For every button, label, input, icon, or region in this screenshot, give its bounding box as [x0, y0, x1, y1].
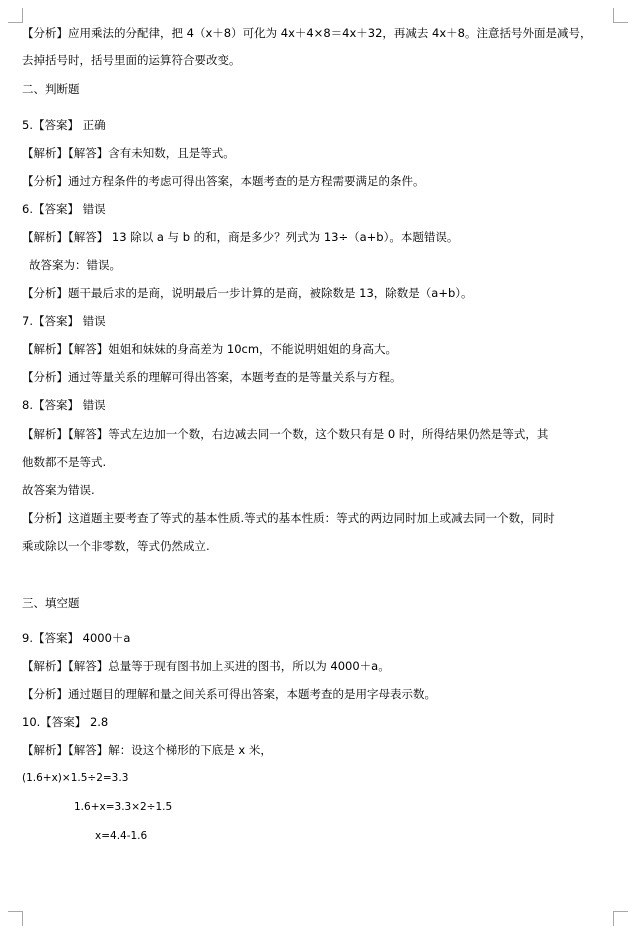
crop-mark-top-right [613, 8, 628, 23]
answer-7: 7.【答案】 错误 [22, 314, 106, 328]
equation-step-1: (1.6+x)×1.5÷2=3.3 [22, 772, 129, 784]
explanation-6: 【解析】【解答】 13 除以 a 与 b 的和，商是多少？列式为 13÷（a+b）。本题错误。 [22, 230, 459, 244]
conclusion-6: 故答案为：错误。 [29, 258, 121, 272]
explanation-5: 【解析】【解答】含有未知数，且是等式。 [22, 146, 235, 160]
conclusion-8: 故答案为错误. [22, 483, 95, 497]
section-heading-judgement: 二、判断题 [22, 82, 80, 96]
answer-6: 6.【答案】 错误 [22, 202, 106, 216]
analysis-8-cont: 乘或除以一个非零数，等式仍然成立. [22, 539, 210, 553]
explanation-8-cont: 他数都不是等式. [22, 455, 107, 469]
analysis-8: 【分析】这道题主要考查了等式的基本性质.等式的基本性质：等式的两边同时加上或减去同一个数，同时 [22, 511, 555, 525]
analysis-7: 【分析】通过等量关系的理解可得出答案，本题考查的是等量关系与方程。 [22, 370, 402, 384]
analysis-4-cont: 去掉括号时，括号里面的运算符合要改变。 [22, 53, 241, 67]
crop-mark-top-left [8, 8, 23, 23]
answer-8: 8.【答案】 错误 [22, 398, 106, 412]
explanation-10: 【解析】【解答】解：设这个梯形的下底是 x 米， [22, 743, 272, 757]
crop-mark-bottom-right [613, 911, 628, 926]
explanation-9: 【解析】【解答】总量等于现有图书加上买进的图书，所以为 4000＋a。 [22, 659, 390, 673]
section-heading-fill-in: 三、填空题 [22, 596, 80, 610]
equation-step-2: 1.6+x=3.3×2÷1.5 [74, 801, 173, 813]
answer-9: 9.【答案】 4000＋a [22, 631, 131, 645]
analysis-5: 【分析】通过方程条件的考虑可得出答案，本题考查的是方程需要满足的条件。 [22, 174, 425, 188]
analysis-9: 【分析】通过题目的理解和量之间关系可得出答案，本题考查的是用字母表示数。 [22, 687, 436, 701]
equation-step-3: x=4.4-1.6 [95, 830, 148, 842]
explanation-7: 【解析】【解答】姐姐和妹妹的身高差为 10cm，不能说明姐姐的身高大。 [22, 342, 398, 356]
answer-10: 10.【答案】 2.8 [22, 715, 109, 729]
analysis-4: 【分析】应用乘法的分配律，把 4（x＋8）可化为 4x＋4×8＝4x＋32，再减去 4x＋8。注意括号外面是减号， [22, 26, 592, 40]
analysis-6: 【分析】题干最后求的是商，说明最后一步计算的是商，被除数是 13，除数是（a+b）。 [22, 286, 473, 300]
explanation-8: 【解析】【解答】等式左边加一个数，右边减去同一个数，这个数只有是 0 时，所得结果仍然是等式，其 [22, 427, 549, 441]
answer-5: 5.【答案】 正确 [22, 118, 106, 132]
crop-mark-bottom-left [8, 911, 23, 926]
